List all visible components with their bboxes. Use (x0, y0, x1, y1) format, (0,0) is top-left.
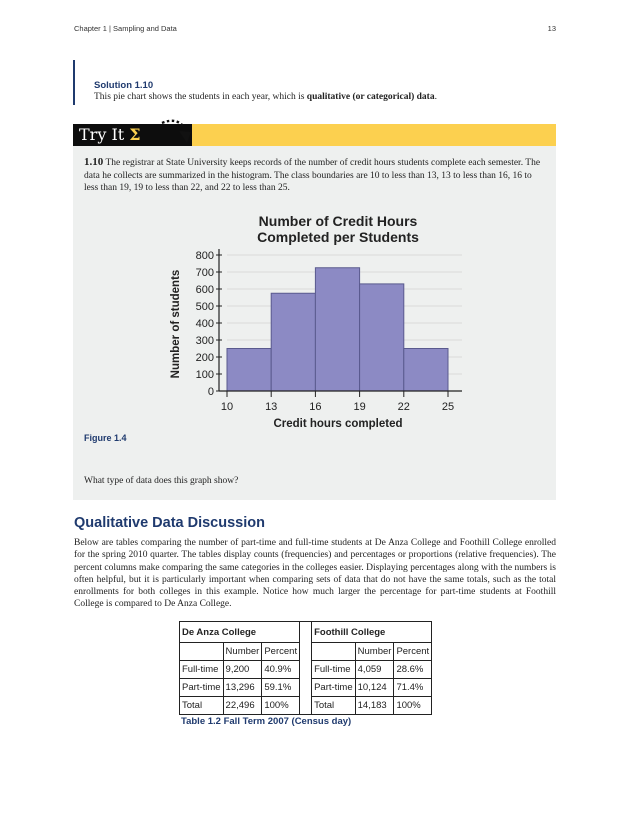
table-cell: 4,059 (355, 661, 394, 679)
y-tick-label: 800 (195, 250, 214, 262)
y-tick-label: 300 (195, 335, 214, 347)
running-header: Chapter 1 | Sampling and Data (74, 24, 177, 33)
table-cell: 100% (262, 697, 300, 715)
curved-arrow-icon (160, 115, 194, 147)
histogram-bar (404, 349, 448, 392)
x-tick-label: 19 (353, 401, 366, 413)
table-cell: 10,124 (355, 679, 394, 697)
try-it-label: Try It Σ (73, 124, 192, 146)
y-tick-label: 400 (195, 318, 214, 330)
y-tick-label: 100 (195, 369, 214, 381)
histogram-bar (227, 349, 271, 392)
x-axis-title: Credit hours completed (273, 418, 403, 430)
y-tick-label: 500 (195, 301, 214, 313)
y-tick-label: 200 (195, 352, 214, 364)
table-cell: 14,183 (355, 697, 394, 715)
solution-bold-text: qualitative (or categorical) data (306, 92, 435, 102)
table-cell: 100% (394, 697, 432, 715)
table-gap (300, 622, 312, 715)
x-tick-label: 10 (220, 401, 234, 413)
figure-label: Figure 1.4 (84, 433, 127, 443)
table-cell: Part-time (180, 679, 224, 697)
x-tick-label: 16 (309, 401, 322, 413)
header-cell: Percent (394, 643, 432, 661)
foothill-title: Foothill College (312, 622, 432, 643)
table-title-row (180, 622, 432, 643)
histogram-bar (315, 268, 359, 391)
table-cell: 59.1% (262, 679, 300, 697)
page-number: 13 (547, 24, 556, 33)
histogram-chart (160, 206, 480, 434)
table-cell: 71.4% (394, 679, 432, 697)
y-axis-title: Number of students (170, 269, 182, 379)
exercise-number: 1.10 (84, 156, 104, 168)
solution-title: Solution 1.10 (94, 80, 154, 91)
header-cell: Percent (262, 643, 300, 661)
table-cell: 40.9% (262, 661, 300, 679)
table-cell: Total (312, 697, 356, 715)
solution-accent-bar (73, 60, 75, 105)
histogram-bar (360, 284, 404, 391)
x-tick-label: 13 (265, 401, 278, 413)
header-cell (180, 643, 224, 661)
y-tick-label: 600 (195, 284, 214, 296)
header-cell: Number (223, 643, 262, 661)
table-cell: 22,496 (223, 697, 262, 715)
x-tick-label: 22 (397, 401, 410, 413)
discussion-paragraph: Below are tables comparing the number of part-time and full-time students at De Anza College and Foothill College enrolled for the spring 2010 quarter. The tables display counts (frequencies) and percentages or proportions (relative frequencies). The percent columns make comparing the same categories in the colleges easier. Displaying percentages along with the numbers is often helpful, but it is particularly important when comparing sets of data that do not have the same totals, such as the total enrollments for both colleges in this example. Notice how much larger the percentage for part-time students at Foothill College is compared to De Anza College. (74, 538, 556, 610)
header-cell: Number (355, 643, 394, 661)
section-title: Qualitative Data Discussion (74, 515, 265, 531)
table-cell: Full-time (180, 661, 224, 679)
table-cell: Full-time (312, 661, 356, 679)
table-cell: 9,200 (223, 661, 262, 679)
solution-text: This pie chart shows the students in each year, which is qualitative (or categorical) data. (94, 92, 437, 102)
table-cell: Part-time (312, 679, 356, 697)
table-cell: 28.6% (394, 661, 432, 679)
histogram-bar (271, 293, 315, 391)
chart-title-line: Completed per Students (257, 229, 419, 245)
enrollment-table (179, 621, 432, 715)
header-cell (312, 643, 356, 661)
table-cell: Total (180, 697, 224, 715)
exercise-question: What type of data does this graph show? (84, 476, 239, 486)
y-tick-label: 700 (195, 267, 214, 279)
table-cell: 13,296 (223, 679, 262, 697)
x-tick-label: 25 (441, 401, 455, 413)
y-tick-label: 0 (207, 386, 214, 398)
chart-title-line: Number of Credit Hours (258, 213, 418, 229)
sigma-icon: Σ (129, 125, 141, 144)
table-caption: Table 1.2 Fall Term 2007 (Census day) (181, 716, 352, 727)
exercise-text: 1.10 The registrar at State University keeps records of the number of credit hours students complete each semester. The data he collects are summarized in the histogram. The class boundaries are 10 to less than 13, 13 to less than 16, 16 to less than 19, 19 to less than 22, and 22 to less than 25. (84, 156, 541, 194)
de-anza-title: De Anza College (180, 622, 300, 643)
